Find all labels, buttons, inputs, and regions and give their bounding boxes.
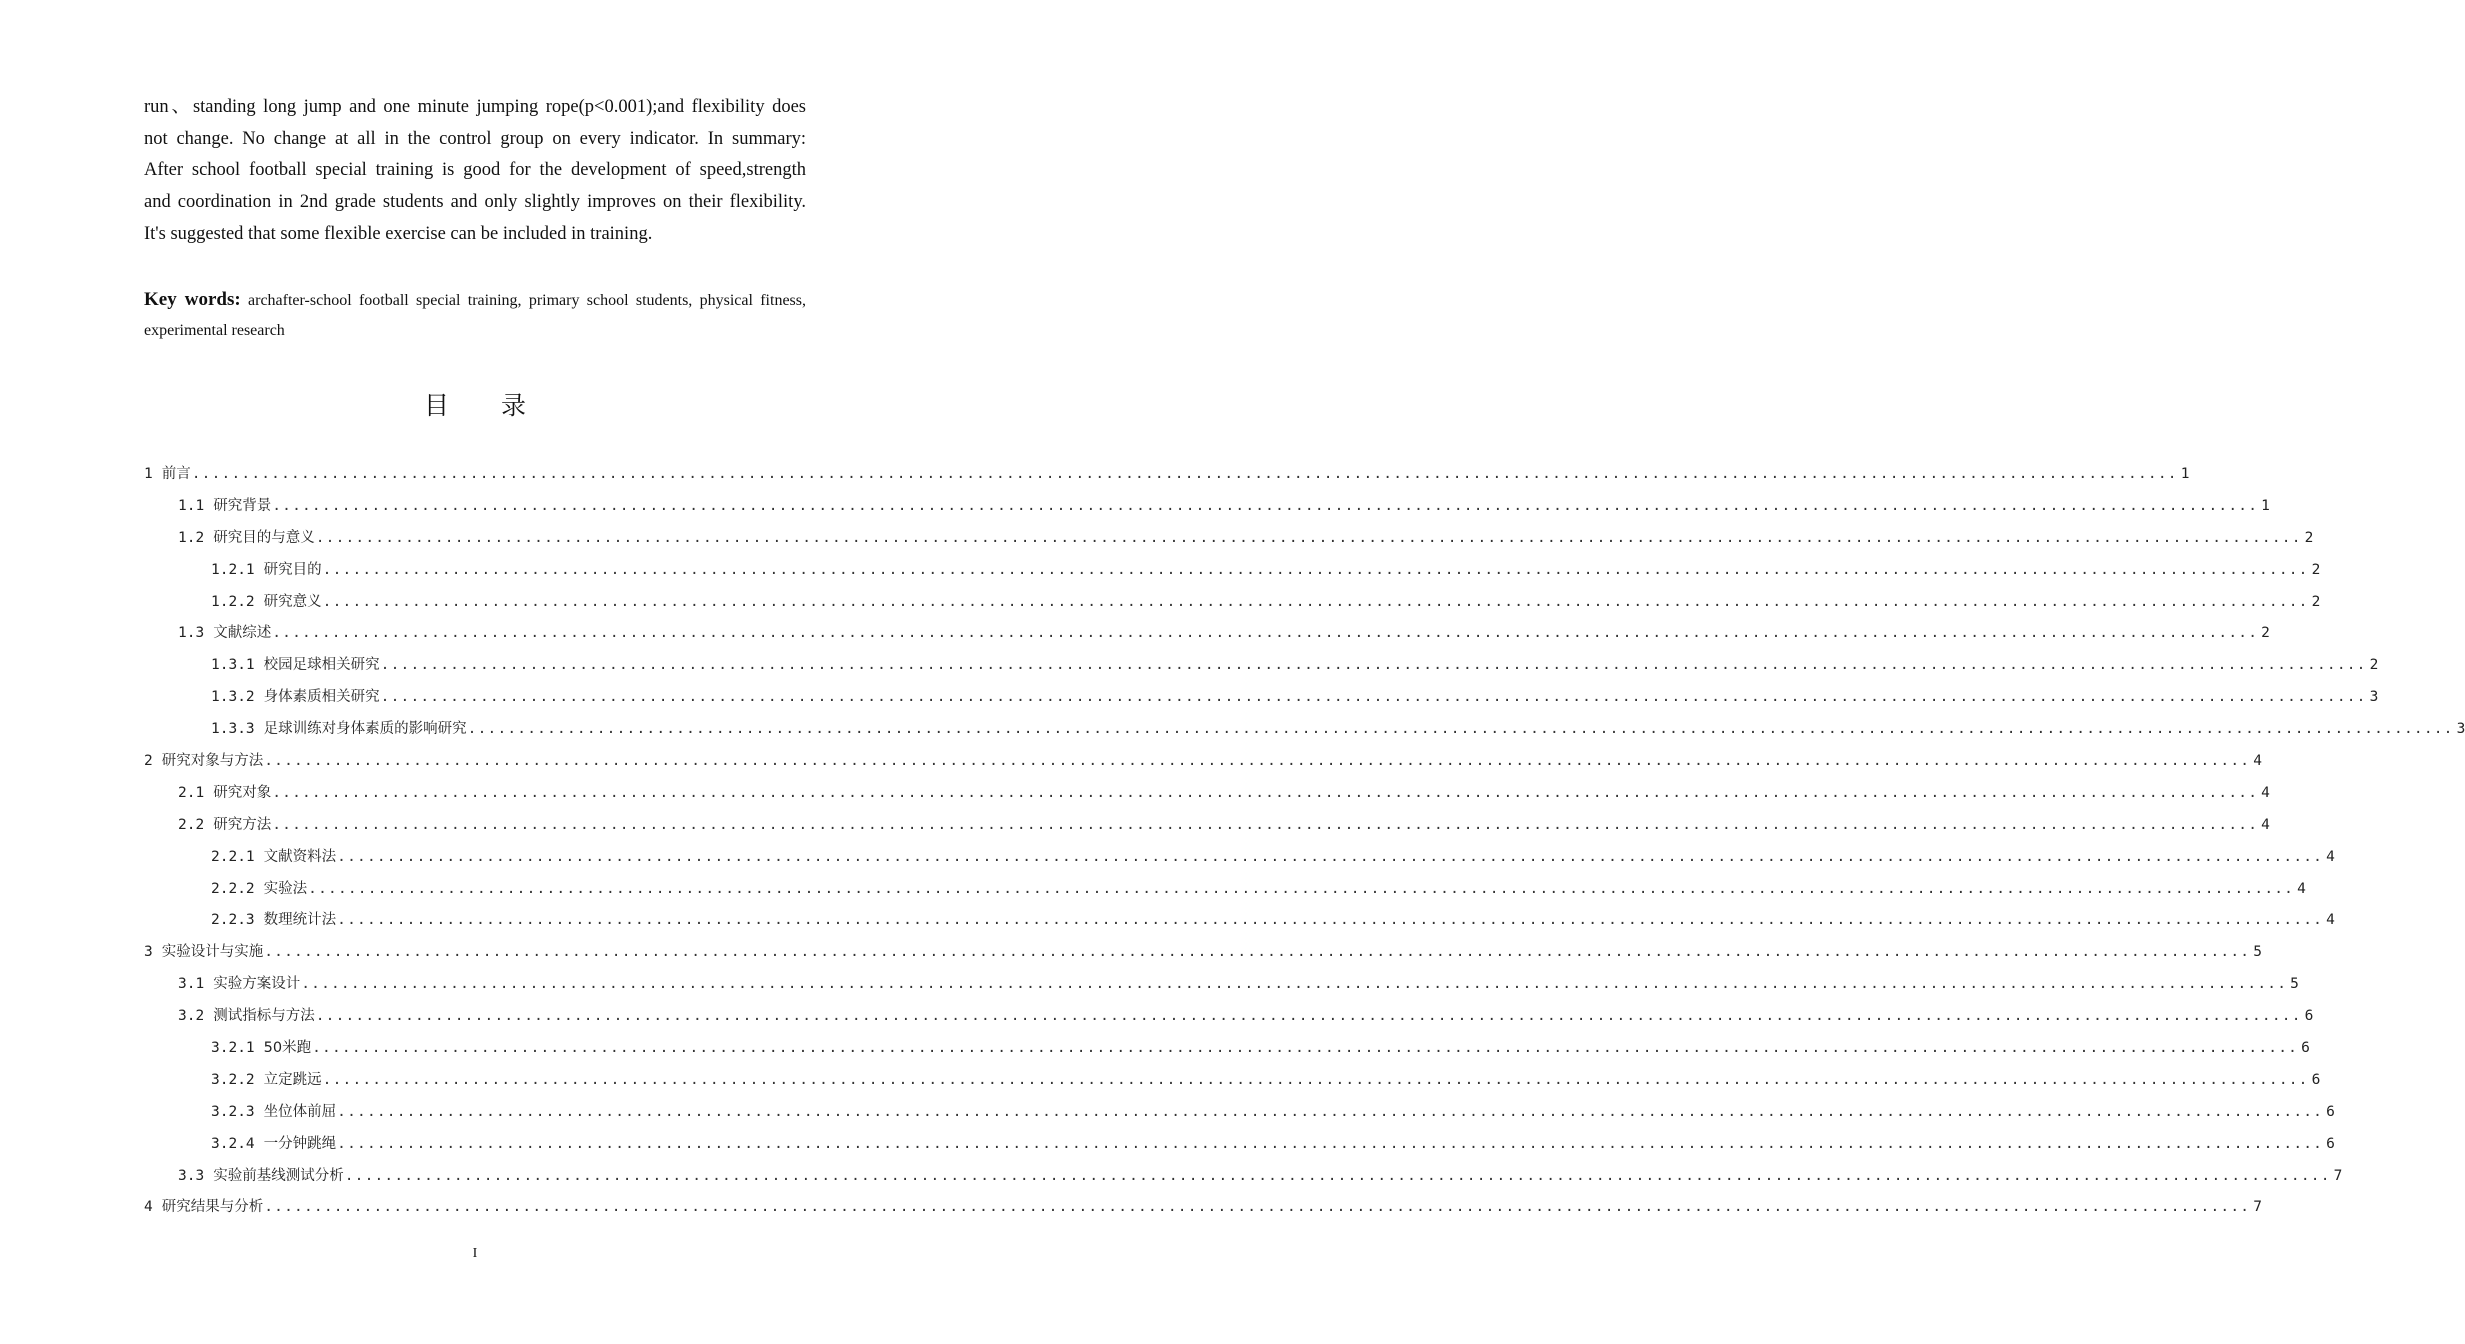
toc-entry-number: 2.1 bbox=[178, 784, 205, 801]
toc-entry-number: 3 bbox=[144, 944, 153, 961]
page-number: I bbox=[472, 1246, 478, 1261]
keywords-text: archafter-school football special training, primary school students, physical fitness, bbox=[240, 292, 807, 309]
toc-dot-leader: ........................................................................................................................................................................................................ bbox=[272, 784, 2259, 801]
toc-entry[interactable] bbox=[144, 781, 2270, 813]
toc-entry-page: 2 bbox=[2261, 625, 2270, 642]
toc-entry-title: 50米跑 bbox=[263, 1040, 312, 1057]
toc-entry-number: 1.3.1 bbox=[211, 657, 255, 674]
toc-title: 目 录 bbox=[424, 391, 548, 420]
toc-dot-leader: ........................................................................................................................................................................................................ bbox=[380, 657, 2367, 674]
toc-dot-leader: ........................................................................................................................................................................................................ bbox=[322, 1071, 2309, 1088]
toc-entry-number: 1 bbox=[144, 466, 153, 482]
toc-entry-page: 2 bbox=[2304, 529, 2314, 546]
table-of-contents bbox=[144, 462, 2465, 1227]
abstract-line: and coordination in 2nd grade students and only slightly improves on their flexibility. bbox=[144, 192, 806, 213]
toc-entry-page: 5 bbox=[2253, 944, 2262, 961]
toc-entry-title: 研究结果与分析 bbox=[161, 1199, 264, 1216]
toc-entry-page: 4 bbox=[2326, 848, 2335, 865]
toc-entry-title: 研究目的与意义 bbox=[213, 529, 315, 546]
keywords-block bbox=[144, 284, 806, 346]
toc-entry-title: 实验前基线测试分析 bbox=[213, 1167, 344, 1184]
toc-entry-number: 3.2 bbox=[178, 1008, 205, 1025]
toc-entry[interactable] bbox=[144, 717, 2465, 749]
toc-dot-leader: ........................................................................................................................................................................................................ bbox=[322, 561, 2309, 578]
toc-entry[interactable] bbox=[144, 685, 2379, 717]
toc-entry-title: 文献资料法 bbox=[263, 848, 337, 865]
toc-entry-page: 1 bbox=[2261, 497, 2270, 514]
toc-dot-leader: ........................................................................................................................................................................................................ bbox=[312, 1040, 2299, 1057]
abstract-line: not change. No change at all in the control group on every indicator. In summary: bbox=[144, 128, 806, 149]
toc-entry-page: 7 bbox=[2253, 1199, 2262, 1216]
toc-entry-title: 校园足球相关研究 bbox=[263, 657, 380, 674]
toc-entry[interactable] bbox=[144, 908, 2335, 940]
toc-entry-title: 研究对象 bbox=[213, 784, 272, 801]
toc-entry-number: 2.2.3 bbox=[211, 912, 255, 929]
toc-dot-leader: ........................................................................................................................................................................................................ bbox=[191, 466, 2178, 482]
toc-dot-leader: ........................................................................................................................................................................................................ bbox=[308, 880, 2295, 897]
toc-entry-title: 文献综述 bbox=[213, 625, 272, 642]
toc-entry-number: 3.2.4 bbox=[211, 1135, 255, 1152]
toc-entry-number: 3.2.1 bbox=[211, 1040, 255, 1057]
toc-entry[interactable] bbox=[144, 972, 2299, 1004]
toc-entry-title: 实验设计与实施 bbox=[161, 944, 264, 961]
toc-dot-leader: ........................................................................................................................................................................................................ bbox=[380, 689, 2367, 706]
toc-entry-number: 3.1 bbox=[178, 976, 205, 993]
toc-entry[interactable] bbox=[144, 813, 2270, 845]
toc-entry-page: 4 bbox=[2326, 912, 2335, 929]
toc-dot-leader: ........................................................................................................................................................................................................ bbox=[337, 1135, 2324, 1152]
toc-entry[interactable] bbox=[144, 462, 2190, 494]
toc-entry[interactable] bbox=[144, 494, 2270, 526]
toc-entry-page: 3 bbox=[2369, 689, 2379, 706]
toc-entry-number: 1.3 bbox=[178, 625, 205, 642]
keywords-line-continued: experimental research bbox=[144, 322, 285, 339]
toc-entry-page: 2 bbox=[2369, 657, 2379, 674]
toc-entry-number: 1.1 bbox=[178, 497, 205, 514]
toc-entry-title: 研究对象与方法 bbox=[161, 753, 264, 770]
toc-entry-title: 足球训练对身体素质的影响研究 bbox=[263, 721, 467, 738]
keywords-line bbox=[144, 284, 806, 315]
toc-entry-title: 身体素质相关研究 bbox=[263, 689, 380, 706]
toc-entry[interactable] bbox=[144, 1164, 2343, 1196]
toc-entry[interactable] bbox=[144, 940, 2262, 972]
toc-entry-number: 2 bbox=[144, 753, 153, 770]
toc-entry[interactable] bbox=[144, 845, 2335, 877]
toc-dot-leader: ........................................................................................................................................................................................................ bbox=[264, 753, 2251, 770]
toc-entry-title: 研究目的 bbox=[263, 561, 322, 578]
toc-entry-number: 2.2 bbox=[178, 816, 205, 833]
toc-entry[interactable] bbox=[144, 590, 2321, 622]
toc-dot-leader: ........................................................................................................................................................................................................ bbox=[337, 1103, 2324, 1120]
abstract-line: After school football special training is good for the development of speed,strength bbox=[144, 160, 806, 181]
toc-dot-leader: ........................................................................................................................................................................................................ bbox=[344, 1167, 2331, 1184]
toc-dot-leader: ........................................................................................................................................................................................................ bbox=[337, 848, 2324, 865]
toc-dot-leader: ........................................................................................................................................................................................................ bbox=[315, 1008, 2302, 1025]
toc-entry[interactable] bbox=[144, 1068, 2321, 1100]
toc-entry-number: 1.2.1 bbox=[211, 561, 255, 578]
toc-entry-page: 4 bbox=[2261, 784, 2270, 801]
toc-entry-page: 3 bbox=[2456, 721, 2465, 738]
toc-entry-number: 4 bbox=[144, 1199, 153, 1216]
toc-entry-title: 研究背景 bbox=[213, 497, 272, 514]
toc-entry-number: 3.2.2 bbox=[211, 1071, 255, 1088]
toc-entry-page: 6 bbox=[2311, 1071, 2321, 1088]
toc-entry-number: 2.2.1 bbox=[211, 848, 255, 865]
toc-entry-number: 3.3 bbox=[178, 1167, 205, 1184]
toc-entry[interactable] bbox=[144, 1195, 2262, 1227]
abstract-line: run、standing long jump and one minute jumping rope(p<0.001);and flexibility does bbox=[144, 97, 806, 117]
toc-entry-title: 研究方法 bbox=[213, 816, 272, 833]
toc-entry[interactable] bbox=[144, 558, 2321, 590]
toc-dot-leader: ........................................................................................................................................................................................................ bbox=[315, 529, 2302, 546]
abstract-paragraph bbox=[144, 92, 806, 250]
toc-dot-leader: ........................................................................................................................................................................................................ bbox=[467, 721, 2454, 738]
toc-entry[interactable] bbox=[144, 1132, 2335, 1164]
toc-entry[interactable] bbox=[144, 1004, 2314, 1036]
toc-entry-page: 1 bbox=[2180, 466, 2190, 482]
toc-dot-leader: ........................................................................................................................................................................................................ bbox=[301, 976, 2288, 993]
toc-entry[interactable] bbox=[144, 877, 2306, 909]
toc-dot-leader: ........................................................................................................................................................................................................ bbox=[272, 816, 2259, 833]
toc-entry[interactable] bbox=[144, 653, 2379, 685]
toc-entry[interactable] bbox=[144, 526, 2314, 558]
toc-entry-page: 2 bbox=[2311, 593, 2321, 610]
toc-entry-number: 1.3.3 bbox=[211, 721, 255, 738]
toc-entry-number: 1.2.2 bbox=[211, 593, 255, 610]
toc-entry-title: 一分钟跳绳 bbox=[263, 1135, 337, 1152]
toc-entry-number: 1.3.2 bbox=[211, 689, 255, 706]
keywords-label: Key words: bbox=[144, 289, 241, 310]
toc-dot-leader: ........................................................................................................................................................................................................ bbox=[322, 593, 2309, 610]
toc-entry[interactable] bbox=[144, 1036, 2310, 1068]
toc-entry-page: 6 bbox=[2304, 1008, 2314, 1025]
toc-entry-title: 实验法 bbox=[263, 880, 308, 897]
toc-entry-page: 6 bbox=[2301, 1040, 2310, 1057]
toc-entry-title: 数理统计法 bbox=[263, 912, 337, 929]
toc-entry-title: 实验方案设计 bbox=[213, 976, 301, 993]
toc-entry-page: 2 bbox=[2311, 561, 2321, 578]
toc-entry-page: 7 bbox=[2333, 1167, 2343, 1184]
toc-entry-number: 3.2.3 bbox=[211, 1103, 255, 1120]
toc-entry-title: 前言 bbox=[161, 466, 191, 482]
toc-dot-leader: ........................................................................................................................................................................................................ bbox=[272, 625, 2259, 642]
toc-entry-page: 6 bbox=[2326, 1103, 2335, 1120]
toc-entry[interactable] bbox=[144, 1100, 2335, 1132]
toc-entry-page: 4 bbox=[2261, 816, 2270, 833]
toc-entry-page: 6 bbox=[2326, 1135, 2335, 1152]
toc-dot-leader: ........................................................................................................................................................................................................ bbox=[337, 912, 2324, 929]
toc-entry-title: 立定跳远 bbox=[263, 1071, 322, 1088]
toc-entry-page: 4 bbox=[2253, 753, 2262, 770]
toc-entry-number: 1.2 bbox=[178, 529, 205, 546]
toc-entry-title: 坐位体前屈 bbox=[263, 1103, 337, 1120]
toc-entry-title: 测试指标与方法 bbox=[213, 1008, 315, 1025]
toc-entry-number: 2.2.2 bbox=[211, 880, 255, 897]
toc-entry[interactable] bbox=[144, 621, 2270, 653]
toc-entry-page: 5 bbox=[2290, 976, 2299, 993]
toc-dot-leader: ........................................................................................................................................................................................................ bbox=[272, 497, 2259, 514]
toc-entry-title: 研究意义 bbox=[263, 593, 322, 610]
toc-entry[interactable] bbox=[144, 749, 2262, 781]
abstract-line: It's suggested that some flexible exercise can be included in training. bbox=[144, 223, 653, 244]
toc-dot-leader: ........................................................................................................................................................................................................ bbox=[264, 944, 2251, 961]
toc-entry-page: 4 bbox=[2297, 880, 2306, 897]
toc-dot-leader: ........................................................................................................................................................................................................ bbox=[264, 1199, 2251, 1216]
